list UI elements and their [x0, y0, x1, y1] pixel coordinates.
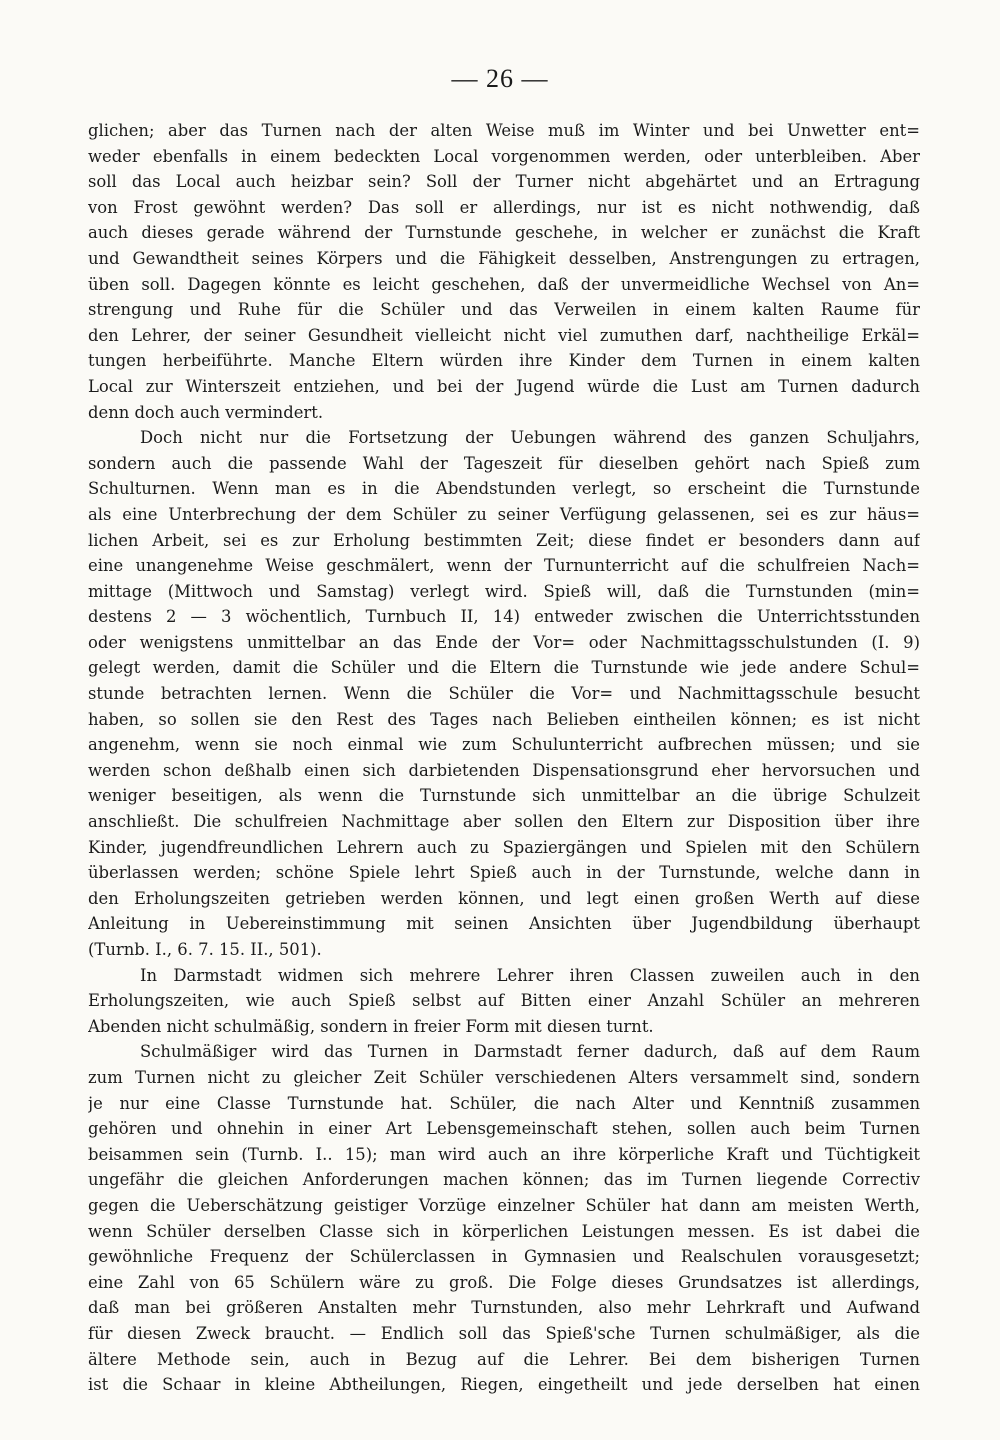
- text-line: ältere Methode sein, auch in Bezug auf die Lehrer. Bei dem bisherigen Turnen: [88, 1349, 920, 1369]
- text-line: zum Turnen nicht zu gleicher Zeit Schüler verschiedenen Alters versammelt sind, sondern: [88, 1067, 920, 1087]
- text-line: Local zur Winterszeit entziehen, und bei der Jugend würde die Lust am Turnen dadurch: [88, 376, 920, 396]
- text-line: von Frost gewöhnt werden? Das soll er allerdings, nur ist es nicht nothwendig, daß: [88, 197, 920, 217]
- text-line: denn doch auch vermindert.: [88, 402, 324, 422]
- text-line: mittage (Mittwoch und Samstag) verlegt wird. Spieß will, daß die Turnstunden (min=: [88, 581, 920, 601]
- text-line: lichen Arbeit, sei es zur Erholung bestimmten Zeit; diese findet er besonders dann auf: [88, 530, 920, 550]
- text-line: soll das Local auch heizbar sein? Soll der Turner nicht abgehärtet und an Ertragung: [88, 172, 920, 192]
- text-line: wenn Schüler derselben Classe sich in körperlichen Leistungen messen. Es ist dabei die: [88, 1221, 920, 1241]
- text-line: stunde betrachten lernen. Wenn die Schüler die Vor= und Nachmittagsschule besucht: [88, 684, 920, 704]
- text-line: eine unangenehme Weise geschmälert, wenn der Turnunterricht auf die schulfreien Nach=: [88, 556, 920, 576]
- text-line: strengung und Ruhe für die Schüler und das Verweilen in einem kalten Raume für: [88, 300, 920, 320]
- text-line: Doch nicht nur die Fortsetzung der Uebungen während des ganzen Schuljahrs,: [140, 428, 920, 448]
- text-line: oder wenigstens unmittelbar an das Ende der Vor= oder Nachmittagsschulstunden (I. 9): [88, 632, 920, 652]
- text-line: (Turnb. I., 6. 7. 15. II., 501).: [88, 940, 322, 959]
- text-line: Schulturnen. Wenn man es in die Abendstunden verlegt, so erscheint die Turnstunde: [88, 479, 920, 499]
- text-line: ungefähr die gleichen Anforderungen machen können; das im Turnen liegende Correctiv: [88, 1170, 920, 1190]
- text-line: daß man bei größeren Anstalten mehr Turnstunden, also mehr Lehrkraft und Aufwand: [88, 1298, 920, 1318]
- text-line: gehören und ohnehin in einer Art Lebensgemeinschaft stehen, sollen auch beim Turnen: [88, 1119, 920, 1139]
- text-line: angenehm, wenn sie noch einmal wie zum Schulunterricht aufbrechen müssen; und sie: [88, 735, 920, 755]
- text-line: beisammen sein (Turnb. I.. 15); man wird auch an ihre körperliche Kraft und Tüchtigkeit: [88, 1144, 920, 1164]
- text-line: Kinder, jugendfreundlichen Lehrern auch zu Spaziergängen und Spielen mit den Schülern: [88, 837, 920, 857]
- text-line: weder ebenfalls in einem bedeckten Local vorgenommen werden, oder unterbleiben. Aber: [88, 146, 920, 166]
- text-line: Schulmäßiger wird das Turnen in Darmstadt ferner dadurch, daß auf dem Raum: [140, 1042, 920, 1062]
- text-line: weniger beseitigen, als wenn die Turnstunde sich unmittelbar an die übrige Schulzeit: [88, 786, 920, 806]
- text-line: glichen; aber das Turnen nach der alten Weise muß im Winter und bei Unwetter ent=: [88, 121, 920, 140]
- body-text: [88, 118, 920, 1398]
- text-line: überlassen werden; schöne Spiele lehrt Spieß auch in der Turnstunde, welche dann in: [88, 863, 920, 883]
- text-line: tungen herbeiführte. Manche Eltern würden ihre Kinder dem Turnen in einem kalten: [88, 351, 920, 371]
- text-line: haben, so sollen sie den Rest des Tages nach Belieben eintheilen können; es ist nicht: [88, 709, 920, 729]
- text-line: Anleitung in Uebereinstimmung mit seinen Ansichten über Jugendbildung überhaupt: [88, 914, 920, 934]
- text-line: In Darmstadt widmen sich mehrere Lehrer ihren Classen zuweilen auch in den: [140, 965, 920, 985]
- text-line: Erholungszeiten, wie auch Spieß selbst auf Bitten einer Anzahl Schüler an mehreren: [88, 991, 920, 1011]
- text-line: destens 2 — 3 wöchentlich, Turnbuch II, 14) entweder zwischen die Unterrichtsstunden: [88, 607, 920, 627]
- text-line: sondern auch die passende Wahl der Tageszeit für dieselben gehört nach Spieß zum: [88, 453, 920, 473]
- text-line: den Erholungszeiten getrieben werden können, und legt einen großen Werth auf diese: [88, 888, 920, 908]
- text-line: gelegt werden, damit die Schüler und die Eltern die Turnstunde wie jede andere Schul=: [88, 658, 920, 678]
- text-line: werden schon deßhalb einen sich darbietenden Dispensationsgrund eher hervorsuchen und: [88, 760, 920, 780]
- text-line: Abenden nicht schulmäßig, sondern in freier Form mit diesen turnt.: [88, 1016, 654, 1036]
- text-line: gegen die Ueberschätzung geistiger Vorzüge einzelner Schüler hat dann am meisten Werth,: [88, 1195, 920, 1215]
- text-line: den Lehrer, der seiner Gesundheit vielleicht nicht viel zumuthen darf, nachtheilige Erkäl=: [88, 325, 920, 345]
- text-line: anschließt. Die schulfreien Nachmittage aber sollen den Eltern zur Disposition über ihre: [88, 812, 920, 832]
- text-line: üben soll. Dagegen könnte es leicht geschehen, daß der unvermeidliche Wechsel von An=: [88, 274, 920, 294]
- text-line: auch dieses gerade während der Turnstunde geschehe, in welcher er zunächst die Kraft: [88, 223, 920, 243]
- text-line: eine Zahl von 65 Schülern wäre zu groß. Die Folge dieses Grundsatzes ist allerdings,: [88, 1272, 920, 1292]
- text-line: für diesen Zweck braucht. — Endlich soll das Spieß'sche Turnen schulmäßiger, als die: [88, 1323, 920, 1343]
- text-line: gewöhnliche Frequenz der Schülerclassen in Gymnasien und Realschulen vorausgesetzt;: [88, 1247, 920, 1267]
- text-line: ist die Schaar in kleine Abtheilungen, Riegen, eingetheilt und jede derselben hat einen: [88, 1375, 920, 1395]
- text-line: und Gewandtheit seines Körpers und die Fähigkeit desselben, Anstrengungen zu ertragen,: [88, 248, 920, 268]
- text-line: je nur eine Classe Turnstunde hat. Schüler, die nach Alter und Kenntniß zusammen: [88, 1093, 920, 1113]
- page-number: — 26 —: [451, 64, 549, 93]
- text-line: als eine Unterbrechung der dem Schüler zu seiner Verfügung gelassenen, sei es zur häus=: [88, 504, 920, 524]
